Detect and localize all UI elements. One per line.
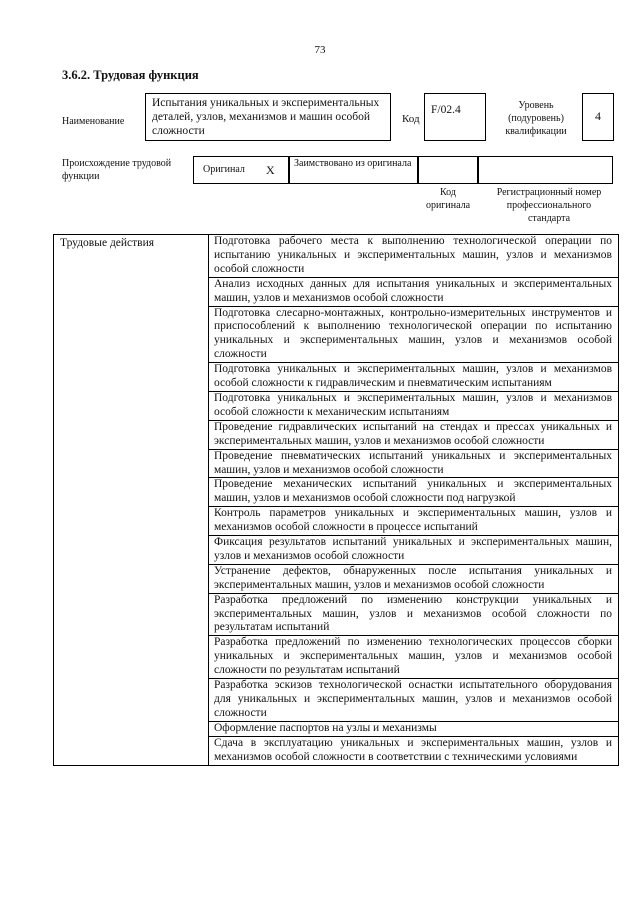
borrowed-label: Заимствовано из оригинала bbox=[294, 158, 412, 169]
list-item: Оформление паспортов на узлы и механизмы bbox=[209, 722, 618, 737]
list-item: Разработка эскизов технологической оснастки испытательного оборудования для уникальных и экспериментальных машин, узлов и механизмов особой сложности bbox=[209, 679, 618, 722]
list-item: Контроль параметров уникальных и экспериментальных машин, узлов и механизмов особой сложности в процессе испытаний bbox=[209, 507, 618, 536]
level-label-line-2: (подуровень) bbox=[508, 113, 564, 124]
list-item: Проведение механических испытаний уникальных и экспериментальных машин, узлов и механизмов особой сложности под нагрузкой bbox=[209, 478, 618, 507]
original-label: Оригинал bbox=[203, 164, 245, 175]
function-name-box bbox=[145, 93, 391, 141]
list-item: Сдача в эксплуатацию уникальных и экспериментальных машин, узлов и механизмов особой сложности в соответствии с техническими условиями bbox=[214, 736, 612, 763]
original-cell bbox=[193, 156, 289, 184]
level-label bbox=[494, 99, 578, 138]
name-label: Наименование bbox=[62, 116, 125, 127]
code-original-cell bbox=[418, 156, 478, 184]
origin-label: Происхождение трудовой функции bbox=[62, 158, 172, 182]
list-item: Разработка предложений по изменению конструкции уникальных и экспериментальных машин, узлов и механизмов особой сложности по результатам испытаний bbox=[209, 594, 618, 637]
labor-actions-label: Трудовые действия bbox=[54, 235, 209, 766]
table-row bbox=[54, 235, 619, 766]
list-item: Разработка предложений по изменению технологических процессов сборки уникальных и экспериментальных машин, узлов и механизмов особой сложности по результатам испытаний bbox=[209, 636, 618, 679]
labor-actions-table bbox=[53, 234, 619, 766]
function-name-value: Испытания уникальных и экспериментальных деталей, узлов, механизмов и машин особой сложности bbox=[152, 97, 380, 137]
code-box bbox=[424, 93, 486, 141]
list-item: Проведение пневматических испытаний уникальных и экспериментальных машин, узлов и механизмов особой сложности bbox=[209, 450, 618, 479]
level-box bbox=[582, 93, 614, 141]
level-value: 4 bbox=[595, 109, 601, 123]
list-item: Подготовка уникальных и экспериментальных машин, узлов и механизмов особой сложности к механическим испытаниям bbox=[209, 392, 618, 421]
list-item: Анализ исходных данных для испытания уникальных и экспериментальных машин, узлов и механизмов особой сложности bbox=[209, 278, 618, 307]
list-item: Проведение гидравлических испытаний на стендах и прессах уникальных и экспериментальных машин, узлов и механизмов особой сложности bbox=[209, 421, 618, 450]
list-item: Подготовка рабочего места к выполнению технологической операции по испытанию уникальных и экспериментальных машин, узлов и механизмов особой сложности bbox=[209, 235, 618, 278]
list-item: Подготовка уникальных и экспериментальных машин, узлов и механизмов особой сложности к гидравлическим и пневматическим испытаниям bbox=[209, 363, 618, 392]
borrowed-cell bbox=[289, 156, 418, 184]
code-value: F/02.4 bbox=[431, 104, 461, 116]
list-item: Устранение дефектов, обнаруженных после испытания уникальных и экспериментальных машин, узлов и механизмов особой сложности bbox=[209, 565, 618, 594]
original-mark: X bbox=[266, 163, 275, 177]
labor-actions-list bbox=[209, 235, 619, 766]
level-label-line-3: квалификации bbox=[505, 126, 567, 137]
code-label: Код bbox=[402, 113, 420, 125]
reg-number-label: Регистрационный номер профессионального стандарта bbox=[496, 187, 602, 224]
list-item: Подготовка слесарно-монтажных, контрольно-измерительных инструментов и приспособлений к выполнению технологической операции по испытанию уникальных и экспериментальных машин, узлов и механизмов особой сложности bbox=[209, 307, 618, 364]
section-title: 3.6.2. Трудовая функция bbox=[62, 68, 199, 82]
reg-number-cell bbox=[478, 156, 613, 184]
page-number: 73 bbox=[314, 44, 326, 56]
code-original-label: Код оригинала bbox=[425, 187, 471, 211]
level-label-line-1: Уровень bbox=[518, 100, 554, 111]
list-item: Фиксация результатов испытаний уникальных и экспериментальных машин, узлов и механизмов особой сложности bbox=[209, 536, 618, 565]
